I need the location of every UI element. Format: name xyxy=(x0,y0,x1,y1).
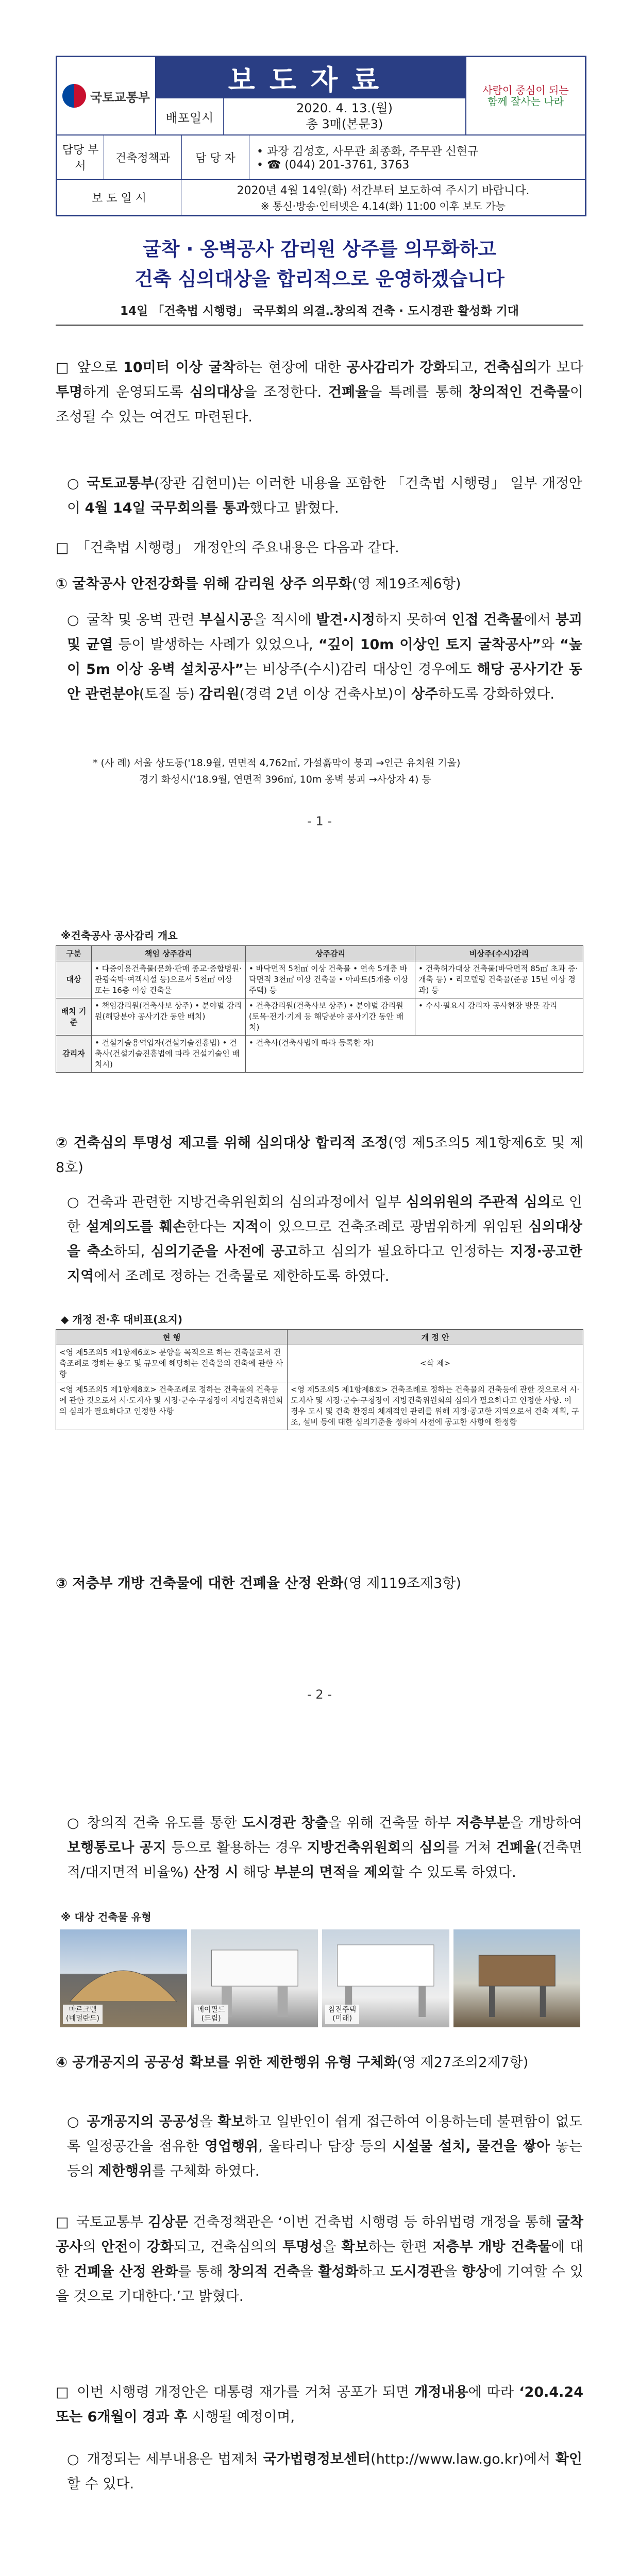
table-row: <영 제5조의5 제1항제6호> 분양을 목적으로 하는 건축물로서 건축조례로 정하는 용도 및 규모에 해당하는 건축물의 건축에 관한 사항 <삭 제> xyxy=(56,1345,583,1382)
table-row: 대상 • 다중이용건축물(문화·판매 종교·종합병원·관광숙박·여객시설 등)으로서 5천㎡ 이상 또는 16층 이상 건축물 • 바닥면적 5천㎡ 이상 건축물 • 연속 5개층 바닥면적 3천㎡ 이상 건축물 • 아파트(5개층 이상 주택) 등 • 건축허가대상 건축물(바닥면적 85㎡ 초과 증·개축 등) • 리모델링 건축물(준공 15년 이상 경과) 등 xyxy=(56,961,583,998)
table-row: <영 제5조의5 제1항제8호> 건축조례로 정하는 건축물의 건축등에 관한 것으로서 시·도지사 및 시장·군수·구청장이 지방건축위원회의 심의가 필요하다고 인정한 사항 <영 제5조의5 제1항제8호> 건축조례로 정하는 건축물의 건축등에 관한 것으로서 시·도지사 및 시장·군수·구청장이 지방건축위원회의 심의가 필요하다고 인정한 사항. 이 경우 도시 및 건축 환경의 체계적인 관리를 위해 지정·공고한 지역으로서 건축 계획, 구조, 설비 등에 대한 심의기준을 정하여 사전에 공고한 사항에 한정함 xyxy=(56,1382,583,1430)
paragraph-5: ○ 건축과 관련한 지방건축위원회의 심의과정에서 일부 심의위원의 주관적 심의로 인한 설계의도를 훼손한다는 지적이 있으므로 건축조례로 광범위하게 위임된 심의대상을 축소하되, 심의기준을 사전에 공고하고 심의가 필요하다고 인정하는 지정·공고한 지역에서 조례로 정하는 건축물로 제한하도록 하였다. xyxy=(67,1194,582,1284)
building-photo-3: 참전주택 (미래) xyxy=(322,1929,449,2027)
page-count: 총 3매(본문3) xyxy=(306,117,383,131)
example-note: * (사 례) 서울 상도동('18.9월, 연면적 4,762㎡, 가설흙막이 붕괴 →인근 유치원 기울) 경기 화성시('18.9월, 연면적 396㎡, 10m 옹벽 붕괴 →사상자 4) 등 xyxy=(93,757,461,785)
table-row: 감리자 • 건설기술용역업자(건설기술진흥법) • 건축사(건설기술진흥법에 따라 건설기술인 배치시) • 건축사(건축사법에 따라 등록한 자) xyxy=(56,1036,583,1073)
release-label: 보 도 일 시 xyxy=(57,180,181,215)
dept-label: 담당 부서 xyxy=(57,135,104,179)
release-date: 2020. 4. 13.(월) xyxy=(296,100,393,115)
paragraph-4: ○ 굴착 및 옹벽 관련 부실시공을 적시에 발견·시정하지 못하여 인접 건축물에서 붕괴 및 균열 등이 발생하는 사례가 있었으나, “깊이 10m 이상인 토지 굴착공사”와 “높이 5m 이상 옹벽 설치공사”는 비상주(수시)감리 대상인 경우에도 해당 공사기간 동안 관련분야(토질 등) 감리원(경력 2년 이상 건축사보)이 상주하도록 강화하였다. xyxy=(67,612,583,702)
dept-name: 건축정책과 xyxy=(104,135,182,179)
item-1-title: ① 굴착공사 안전강화를 위해 감리원 상주 의무화(영 제19조제6항) xyxy=(56,576,461,592)
item-3-title: ③ 저층부 개방 건축물에 대한 건폐율 산정 완화(영 제119조제3항) xyxy=(56,1575,461,1591)
paragraph-8: □ 국토교통부 김상문 건축정책관은 ‘이번 건축법 시행령 등 하위법령 개정을 통해 굴착공사의 안전이 강화되고, 건축심의의 투명성을 확보하는 한편 저층부 개방 건축물에 대한 건폐율 산정 완화를 통해 창의적 건축을 활성화하고 도시경관을 향상에 기여할 수 있을 것으로 기대한다.’고 밝혔다. xyxy=(56,2214,583,2304)
paragraph-10: ○ 개정되는 세부내용은 법제처 국가법령정보센터(http://www.law.go.kr)에서 확인할 수 있다. xyxy=(67,2451,582,2492)
headline-line-2: 건축 심의대상을 합리적으로 운영하겠습니다 xyxy=(134,268,505,290)
supervision-table xyxy=(56,945,583,1073)
building-photo-1: 마르크텔 (네덜란드) xyxy=(60,1929,187,2027)
page-number: - 2 - xyxy=(307,1687,332,1702)
headline-divider xyxy=(56,325,583,326)
paragraph-9: □ 이번 시행령 개정안은 대통령 재가를 거쳐 공포가 되면 개정내용에 따라 ‘20.4.24 또는 6개월이 경과 후 시행될 예정이며, xyxy=(56,2384,583,2425)
item-4-title: ④ 공개공지의 공공성 확보를 위한 제한행위 유형 구체화(영 제27조의2제7항) xyxy=(56,2055,529,2071)
building-photo-2: 메이필드 (드림) xyxy=(191,1929,318,2027)
circle-bullet-icon: ○ xyxy=(67,2451,80,2467)
comparison-table xyxy=(56,1329,583,1430)
contact-phone: • ☎ (044) 201-3761, 3763 xyxy=(257,159,410,172)
paragraph-7: ○ 공개공지의 공공성을 확보하고 일반인이 쉽게 접근하여 이용하는데 불편함이 없도록 일정공간을 점유한 영업행위, 울타리나 담장 등의 시설물 설치, 물건을 쌓아 놓는 등의 제한행위를 구체화 하였다. xyxy=(67,2114,583,2179)
slogan-line-2: 함께 잘사는 나라 xyxy=(487,95,564,108)
person-label: 담 당 자 xyxy=(182,135,249,179)
subheadline: 14일 「건축법 시행령」 국무회의 의결‥창의적 건축 · 도시경관 활성화 기대 xyxy=(120,304,519,318)
table-row: 배치 기준 • 책임감리원(건축사보 상주) • 분야별 감리원(해당분야 공사기간 동안 배치) • 건축감리원(건축사보 상주) • 분야별 감리원(토목·전기·기계 등 해당분야 공사기간 동안 배치) • 수시·필요시 감리자 공사현장 방문 감리 xyxy=(56,998,583,1036)
headline-line-1: 굴착 · 옹벽공사 감리원 상주를 의무화하고 xyxy=(142,238,497,260)
table-header: 책임 상주감리 xyxy=(92,946,246,961)
circle-bullet-icon: ○ xyxy=(67,612,79,628)
photos-caption: ※ 대상 건축물 유형 xyxy=(61,1911,152,1923)
ministry-logo xyxy=(57,57,156,134)
taegeuk-icon xyxy=(62,84,86,108)
paragraph-6: ○ 창의적 건축 유도를 통한 도시경관 창출을 위해 건축물 하부 저층부분을 개방하여 보행통로나 공지 등으로 활용하는 경우 지방건축위원회의 심의를 거쳐 건폐율(건축면적/대지면적 비율%) 산정 시 해당 부분의 면적을 제외할 수 있도록 하였다. xyxy=(67,1815,582,1880)
paragraph-3: □ 「건축법 시행령」 개정안의 주요내용은 다음과 같다. xyxy=(56,540,399,556)
release-time: 2020년 4월 14일(화) 석간부터 보도하여 주시기 바랍니다. xyxy=(237,184,530,197)
page-number: - 1 - xyxy=(307,814,332,828)
circle-bullet-icon: ○ xyxy=(67,2114,80,2130)
table-header: 개 정 안 xyxy=(288,1330,583,1345)
contact-persons: • 과장 김성호, 사무관 최종화, 주무관 신현규 xyxy=(257,145,479,158)
building-photos xyxy=(60,1929,580,2027)
table-header: 비상주(수시)감리 xyxy=(415,946,583,961)
square-bullet-icon: □ xyxy=(56,2384,70,2400)
press-title: 보도자료 xyxy=(156,57,465,98)
headline xyxy=(56,234,583,294)
square-bullet-icon: □ xyxy=(56,360,70,376)
paragraph-2: ○ 국토교통부(장관 김현미)는 이러한 내용을 포함한 「건축법 시행령」 일부 개정안이 4월 14일 국무회의를 통과했다고 밝혔다. xyxy=(67,476,582,516)
circle-bullet-icon: ○ xyxy=(67,1194,80,1210)
date-label: 배포일시 xyxy=(156,98,224,134)
table-header: 상주감리 xyxy=(246,946,415,961)
building-photo-4 xyxy=(453,1929,581,2027)
embargo-note: ※ 통신·방송·인터넷은 4.14(화) 11:00 이후 보도 가능 xyxy=(260,200,506,212)
item-2-title: ② 건축심의 투명성 제고를 위해 심의대상 합리적 조정(영 제5조의5 제1항제6호 및 제8호) xyxy=(56,1135,583,1176)
press-header xyxy=(56,56,586,216)
square-bullet-icon: □ xyxy=(56,2214,69,2230)
ministry-name: 국토교통부 xyxy=(90,90,150,105)
circle-bullet-icon: ○ xyxy=(67,476,80,492)
table-2-caption: ◆ 개정 전·후 대비표(요지) xyxy=(61,1313,183,1326)
square-bullet-icon: □ xyxy=(56,540,69,556)
circle-bullet-icon: ○ xyxy=(67,1815,80,1831)
table-header: 구분 xyxy=(56,946,92,961)
table-1-caption: ※건축공사 공사감리 개요 xyxy=(61,929,178,942)
slogan-line-1: 사람이 중심이 되는 xyxy=(482,84,569,96)
slogan-logo xyxy=(465,57,585,134)
table-header: 현 행 xyxy=(56,1330,288,1345)
paragraph-1: □ 앞으로 10미터 이상 굴착하는 현장에 대한 공사감리가 강화되고, 건축심의가 보다 투명하게 운영되도록 심의대상을 조정한다. 건폐율을 특례를 통해 창의적인 건축물이 조성될 수 있는 여건도 마련된다. xyxy=(56,360,583,425)
